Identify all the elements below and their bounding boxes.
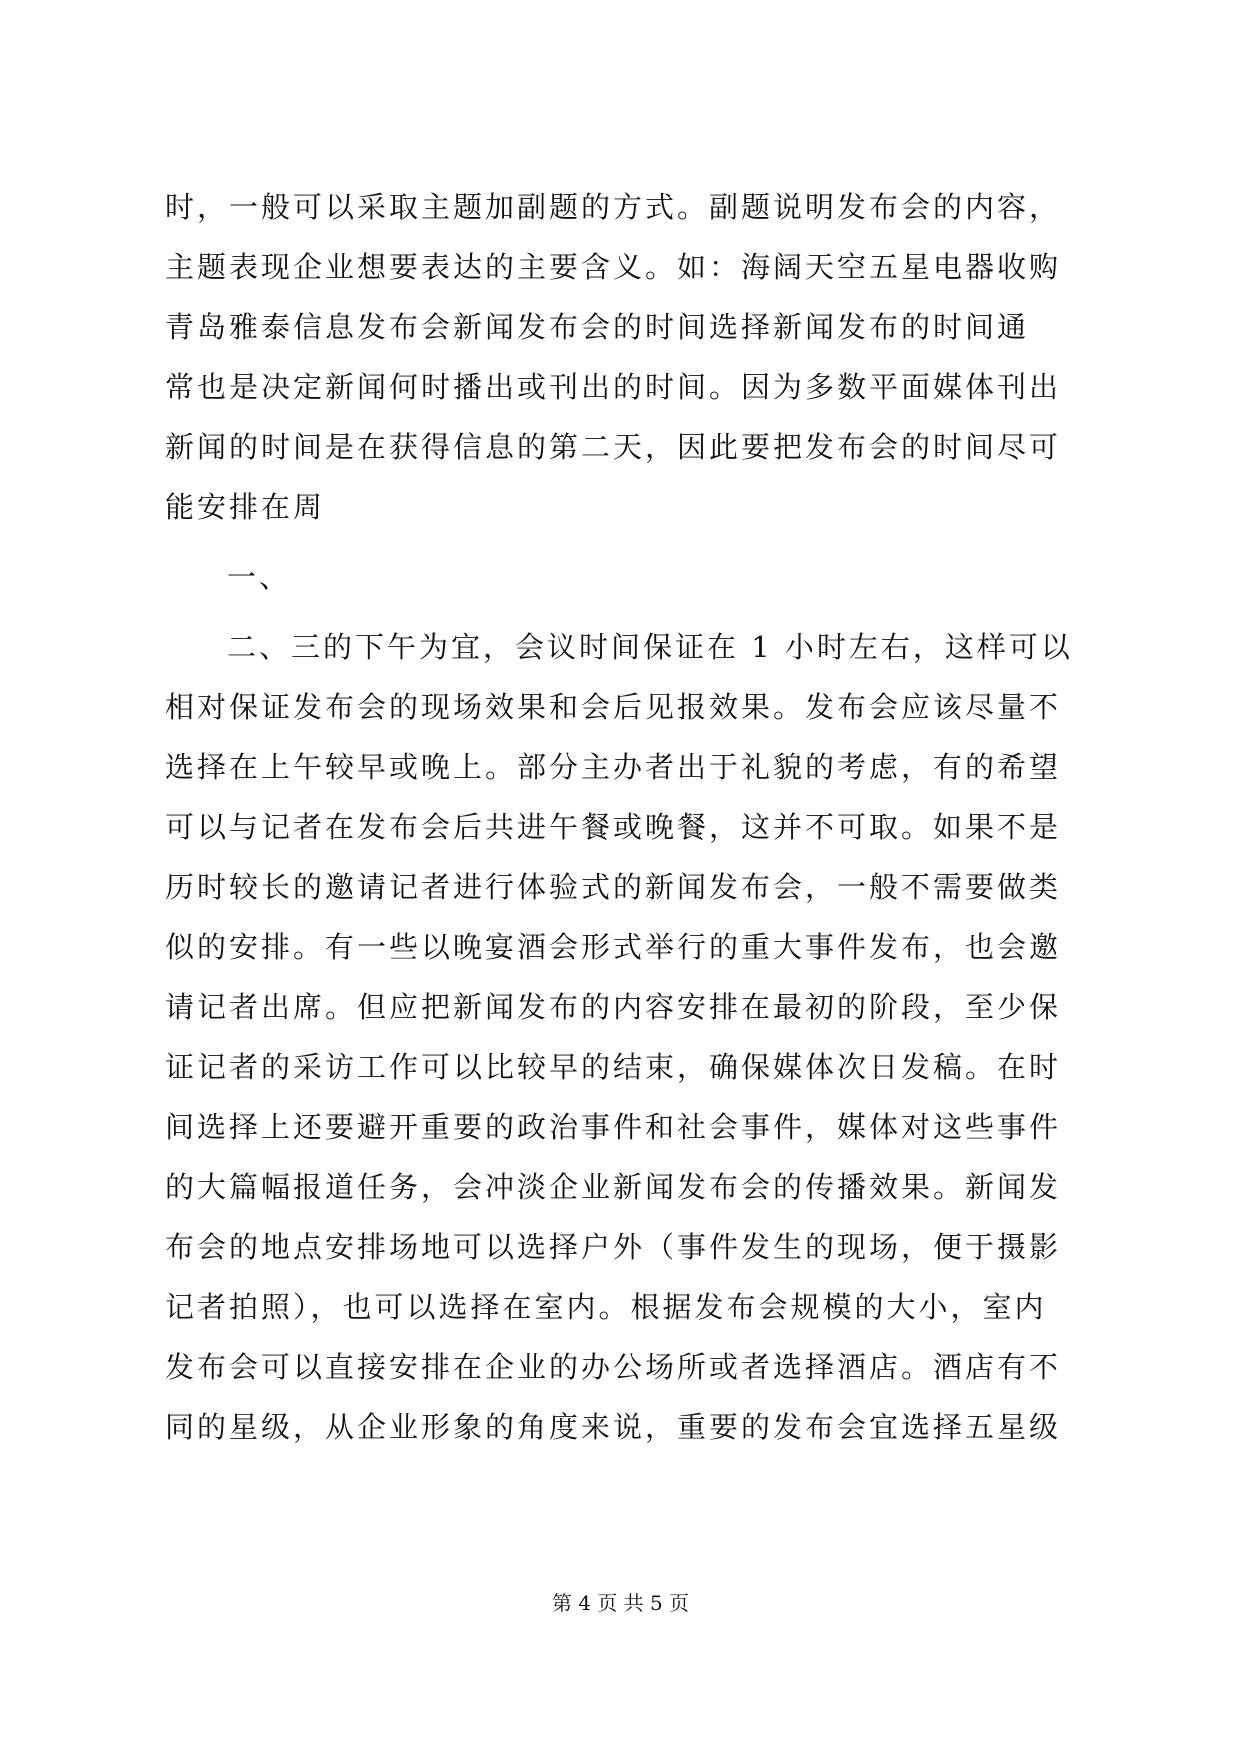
text-line: 同的星级，从企业形象的角度来说，重要的发布会宜选择五星级 bbox=[165, 1410, 1062, 1444]
text-line: 记者拍照），也可以选择在室内。根据发布会规模的大小，室内 bbox=[165, 1290, 1047, 1324]
text-line: 请记者出席。但应把新闻发布的内容安排在最初的阶段，至少保 bbox=[165, 990, 1062, 1024]
text-line: 能安排在周 bbox=[165, 490, 326, 524]
text-line: 证记者的采访工作可以比较早的结束，确保媒体次日发稿。在时 bbox=[165, 1050, 1062, 1084]
text-line: 一、 bbox=[227, 560, 292, 594]
text-line: 可以与记者在发布会后共进午餐或晚餐，这并不可取。如果不是 bbox=[165, 810, 1062, 844]
text-line: 选择在上午较早或晚上。部分主办者出于礼貌的考虑，有的希望 bbox=[165, 750, 1062, 784]
text-line: 间选择上还要避开重要的政治事件和社会事件，媒体对这些事件 bbox=[165, 1110, 1062, 1144]
text-line: 发布会可以直接安排在企业的办公场所或者选择酒店。酒店有不 bbox=[165, 1350, 1062, 1384]
text-line: 二、三的下午为宜，会议时间保证在 1 小时左右，这样可以 bbox=[227, 630, 1073, 664]
text-line: 历时较长的邀请记者进行体验式的新闻发布会，一般不需要做类 bbox=[165, 870, 1062, 904]
text-line: 常也是决定新闻何时播出或刊出的时间。因为多数平面媒体刊出 bbox=[165, 370, 1062, 404]
text-line: 的大篇幅报道任务，会冲淡企业新闻发布会的传播效果。新闻发 bbox=[165, 1170, 1062, 1204]
text-line: 新闻的时间是在获得信息的第二天，因此要把发布会的时间尽可 bbox=[165, 430, 1062, 464]
text-line: 青岛雅泰信息发布会新闻发布会的时间选择新闻发布的时间通 bbox=[165, 310, 1030, 344]
page-number-footer: 第 4 页 共 5 页 bbox=[551, 1591, 690, 1615]
text-line: 时，一般可以采取主题加副题的方式。副题说明发布会的内容， bbox=[165, 190, 1062, 224]
text-line: 似的安排。有一些以晚宴酒会形式举行的重大事件发布，也会邀 bbox=[165, 930, 1062, 964]
text-line: 布会的地点安排场地可以选择户外（事件发生的现场，便于摄影 bbox=[165, 1230, 1062, 1264]
text-line: 主题表现企业想要表达的主要含义。如：海阔天空五星电器收购 bbox=[165, 250, 1062, 284]
text-line: 相对保证发布会的现场效果和会后见报效果。发布会应该尽量不 bbox=[165, 690, 1062, 724]
